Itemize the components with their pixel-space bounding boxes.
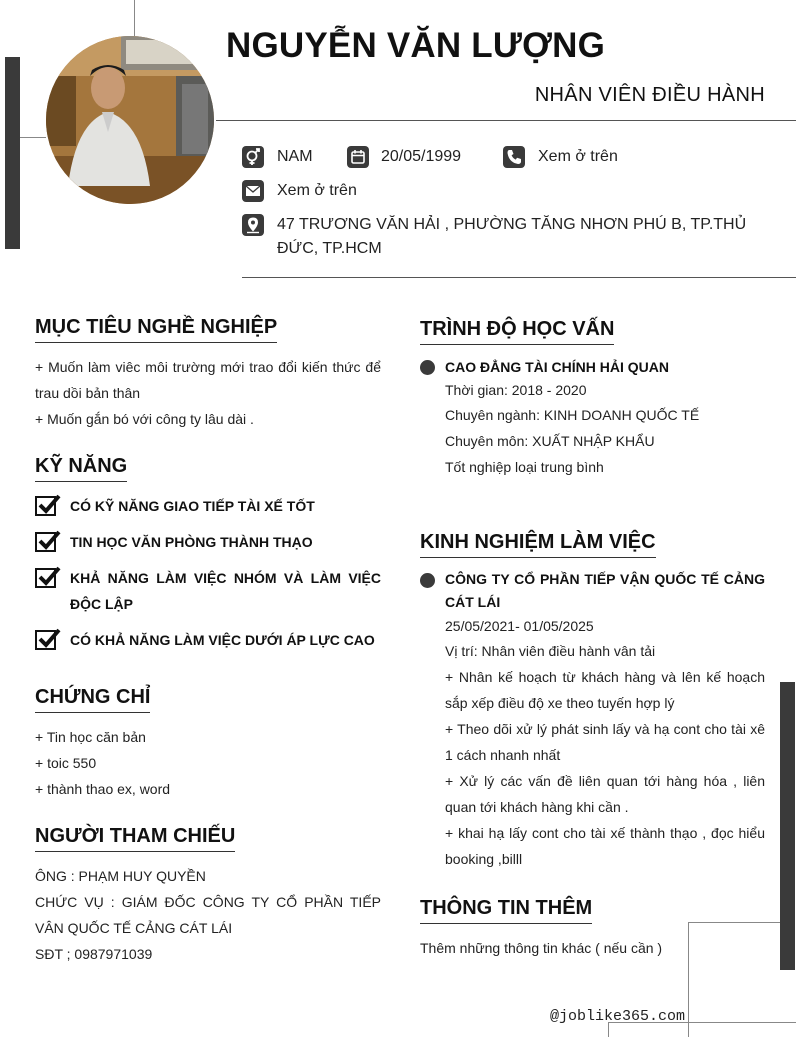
bullet-dot [420,360,435,375]
experience-duty: + Xử lý các vấn đề liên quan tới hàng hóa , liên quan tới khách hàng khi cần . [445,773,765,815]
experience-duty: + khai hạ lấy cont cho tài xế thành thạo , đọc hiểu booking ,billl [445,825,765,867]
references-heading: NGƯỜI THAM CHIẾU [35,825,235,852]
certificate-item: + Tin học căn bản [35,729,146,745]
calendar-icon [347,146,369,168]
experience-heading: KINH NGHIỆM LÀM VIỆC [420,531,656,558]
objective-text-2: + Muốn gắn bó với công ty lâu dài . [35,411,254,427]
watermark: @joblike365.com [550,1008,686,1025]
certificate-item: + thành thao ex, word [35,781,171,797]
checkbox-checked-icon [35,493,61,517]
experience-duty: + Theo dõi xử lý phát sinh lấy và hạ cont cho tài xê 1 cách nhanh nhất [445,721,765,763]
gender-value: NAM [277,148,313,165]
dob-value: 20/05/1999 [381,148,462,165]
skill-label: CÓ KỸ NĂNG GIAO TIẾP TÀI XẾ TỐT [70,498,315,514]
left-connector-line [20,137,46,138]
objective-heading: MỤC TIÊU NGHỀ NGHIỆP [35,316,277,343]
contact-divider [242,277,796,278]
experience-company: CÔNG TY CỔ PHẦN TIẾP VẬN QUỐC TẾ CẢNG CÁT LÁI [445,571,765,610]
skill-label: TIN HỌC VĂN PHÒNG THÀNH THẠO [70,534,313,550]
education-major: Chuyên ngành: KINH DOANH QUỐC TẾ [445,407,700,423]
experience-period: 25/05/2021- 01/05/2025 [445,618,594,634]
reference-phone: SĐT ; 0987971039 [35,946,153,962]
skill-label: CÓ KHẢ NĂNG LÀM VIỆC DƯỚI ÁP LỰC CAO [70,632,375,648]
phone-icon [503,146,525,168]
address-value: 47 TRƯƠNG VĂN HẢI , PHƯỜNG TĂNG NHƠN PHÚ B, TP.THỦ ĐỨC, TP.HCM [277,216,747,257]
extra-info-heading: THÔNG TIN THÊM [420,897,592,924]
education-grade: Tốt nghiệp loại trung bình [445,459,604,475]
education-time: Thời gian: 2018 - 2020 [445,382,587,398]
checkbox-checked-icon [35,529,61,553]
header-divider [216,120,796,121]
extra-info-text: Thêm những thông tin khác ( nếu cần ) [420,940,663,956]
objective-text: + Muốn làm viêc môi trường mới trao đổi kiến thức để trau dồi bản thân [35,359,381,401]
candidate-name: NGUYỄN VĂN LƯỢNG [226,26,606,65]
checkbox-checked-icon [35,627,61,651]
top-vertical-line [134,0,135,36]
location-icon [242,214,264,236]
right-accent-bar [780,682,795,970]
reference-title: CHỨC VỤ : GIÁM ĐỐC CÔNG TY CỔ PHẦN TIẾP VÂN QUỐC TẾ CẢNG CÁT LÁI [35,894,381,936]
education-subject: Chuyên môn: XUẤT NHẬP KHẨU [445,433,655,449]
certificate-item: + toic 550 [35,755,97,771]
bottom-frame-left [688,922,689,1037]
avatar [46,36,214,204]
experience-duty: + Nhân kế hoạch từ khách hàng và lên kế hoạch sắp xếp điều độ xe theo tuyến hợp lý [445,669,765,711]
gender-icon [242,146,264,168]
job-position: NHÂN VIÊN ĐIỀU HÀNH [534,84,765,106]
phone-value: Xem ở trên [538,148,618,165]
education-heading: TRÌNH ĐỘ HỌC VẤN [420,318,614,345]
experience-role: Vị trí: Nhân viên điều hành vân tải [445,643,656,659]
email-icon [242,180,264,202]
bottom-frame-top [688,922,780,923]
checkbox-checked-icon [35,565,61,589]
reference-name: ÔNG : PHẠM HUY QUYỀN [35,868,206,884]
email-value: Xem ở trên [277,182,357,199]
bullet-dot [420,573,435,588]
skill-label: KHẢ NĂNG LÀM VIỆC NHÓM VÀ LÀM VIỆC ĐỘC LẬP [70,570,381,612]
education-school: CAO ĐẲNG TÀI CHÍNH HẢI QUAN [445,359,669,375]
left-accent-bar [5,57,20,249]
skills-heading: KỸ NĂNG [35,455,127,482]
certificates-heading: CHỨNG CHỈ [35,686,150,713]
